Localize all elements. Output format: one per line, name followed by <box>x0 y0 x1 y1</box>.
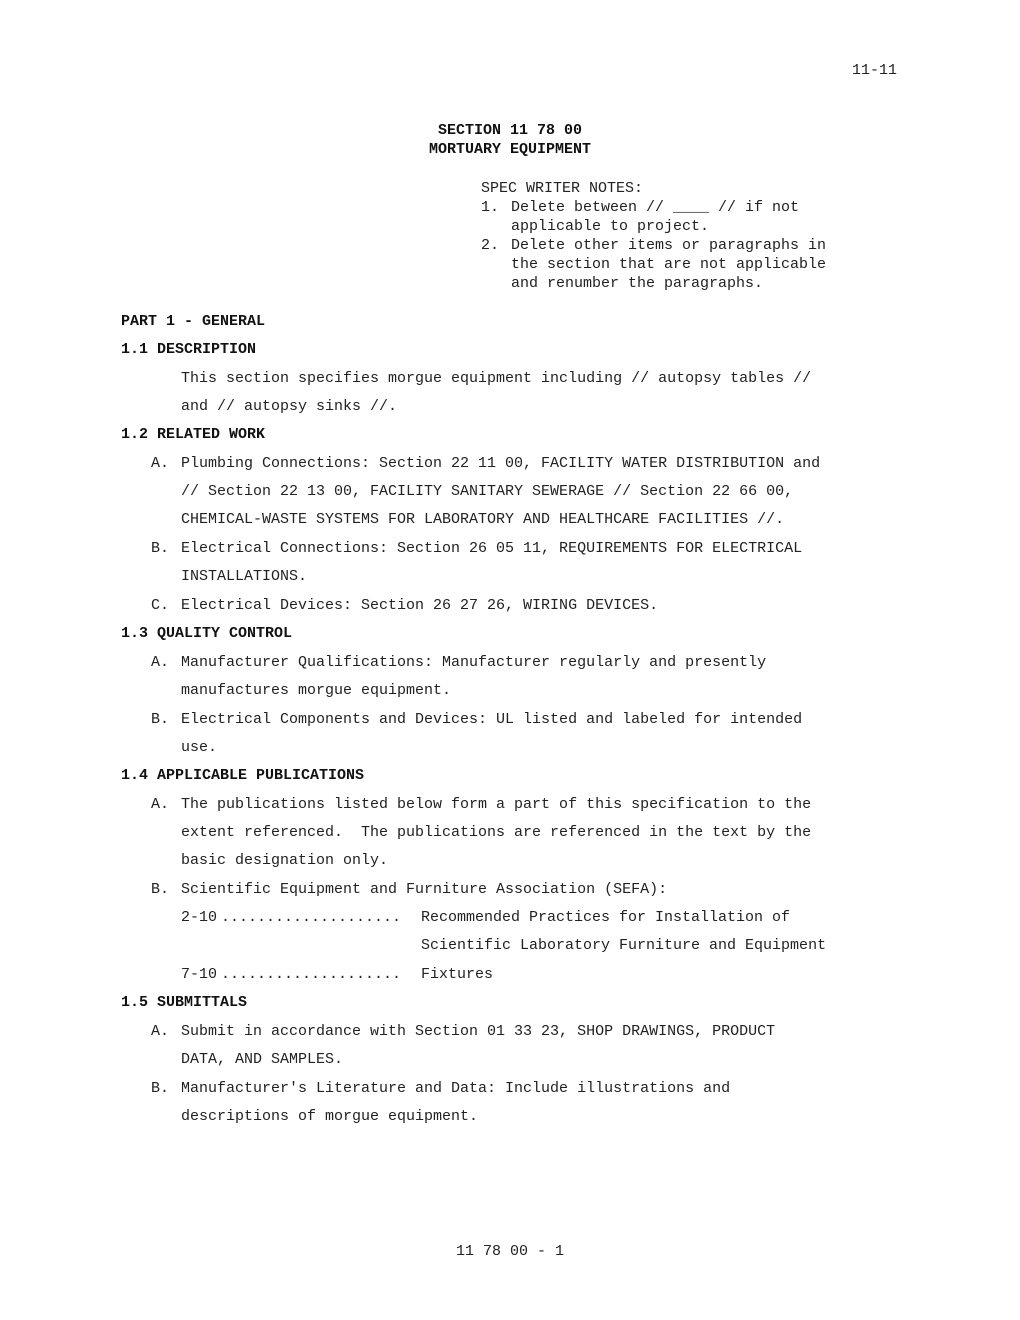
page-number: 11 78 00 - 1 <box>455 1243 565 1260</box>
spec-note-number: 2. <box>481 237 500 254</box>
item-letter: A. <box>151 796 170 813</box>
item-letter: B. <box>151 540 170 557</box>
section-heading-description: 1.1 DESCRIPTION <box>121 341 257 358</box>
item-line: INSTALLATIONS. <box>181 568 308 585</box>
reference-code: 2-10 <box>181 909 218 926</box>
item-line: DATA, AND SAMPLES. <box>181 1051 344 1068</box>
spec-note-line: and renumber the paragraphs. <box>511 275 764 292</box>
reference-title: Scientific Laboratory Furniture and Equipment <box>421 937 827 954</box>
reference-title: Recommended Practices for Installation of <box>421 909 791 926</box>
reference-leader-dots: .................... <box>221 966 402 983</box>
spec-note-line: the section that are not applicable <box>511 256 827 273</box>
page-code: 11-11 <box>852 62 898 79</box>
item-line: Manufacturer Qualifications: Manufacturer regularly and presently <box>181 654 767 671</box>
paragraph-line: and // autopsy sinks //. <box>181 398 398 415</box>
paragraph-line: This section specifies morgue equipment including // autopsy tables // <box>181 370 812 387</box>
item-line: Scientific Equipment and Furniture Association (SEFA): <box>181 881 668 898</box>
section-title: MORTUARY EQUIPMENT <box>428 141 592 158</box>
item-letter: B. <box>151 881 170 898</box>
item-letter: A. <box>151 455 170 472</box>
spec-notes-heading: SPEC WRITER NOTES: <box>481 180 644 197</box>
item-line: Electrical Components and Devices: UL listed and labeled for intended <box>181 711 803 728</box>
item-line: Electrical Connections: Section 26 05 11, REQUIREMENTS FOR ELECTRICAL <box>181 540 803 557</box>
spec-note-line: Delete other items or paragraphs in <box>511 237 827 254</box>
reference-code: 7-10 <box>181 966 218 983</box>
section-number: SECTION 11 78 00 <box>437 122 583 139</box>
item-line: extent referenced. The publications are referenced in the text by the <box>181 824 812 841</box>
item-line: descriptions of morgue equipment. <box>181 1108 479 1125</box>
section-heading-quality-control: 1.3 QUALITY CONTROL <box>121 625 293 642</box>
item-line: Electrical Devices: Section 26 27 26, WIRING DEVICES. <box>181 597 659 614</box>
item-line: Submit in accordance with Section 01 33 23, SHOP DRAWINGS, PRODUCT <box>181 1023 776 1040</box>
spec-note-line: applicable to project. <box>511 218 710 235</box>
item-line: The publications listed below form a part of this specification to the <box>181 796 812 813</box>
section-heading-related-work: 1.2 RELATED WORK <box>121 426 266 443</box>
item-line: manufactures morgue equipment. <box>181 682 452 699</box>
reference-title: Fixtures <box>421 966 494 983</box>
item-line: use. <box>181 739 218 756</box>
section-heading-applicable-publications: 1.4 APPLICABLE PUBLICATIONS <box>121 767 365 784</box>
item-letter: C. <box>151 597 170 614</box>
item-letter: A. <box>151 1023 170 1040</box>
item-line: Plumbing Connections: Section 22 11 00, FACILITY WATER DISTRIBUTION and <box>181 455 821 472</box>
item-letter: B. <box>151 1080 170 1097</box>
item-line: // Section 22 13 00, FACILITY SANITARY SEWERAGE // Section 22 66 00, <box>181 483 794 500</box>
item-line: Manufacturer's Literature and Data: Include illustrations and <box>181 1080 731 1097</box>
section-heading-submittals: 1.5 SUBMITTALS <box>121 994 248 1011</box>
item-letter: B. <box>151 711 170 728</box>
spec-note-number: 1. <box>481 199 500 216</box>
part-heading: PART 1 - GENERAL <box>121 313 266 330</box>
reference-leader-dots: .................... <box>221 909 402 926</box>
item-line: basic designation only. <box>181 852 389 869</box>
spec-note-line: Delete between // ____ // if not <box>511 199 800 216</box>
item-line: CHEMICAL-WASTE SYSTEMS FOR LABORATORY AND HEALTHCARE FACILITIES //. <box>181 511 785 528</box>
item-letter: A. <box>151 654 170 671</box>
